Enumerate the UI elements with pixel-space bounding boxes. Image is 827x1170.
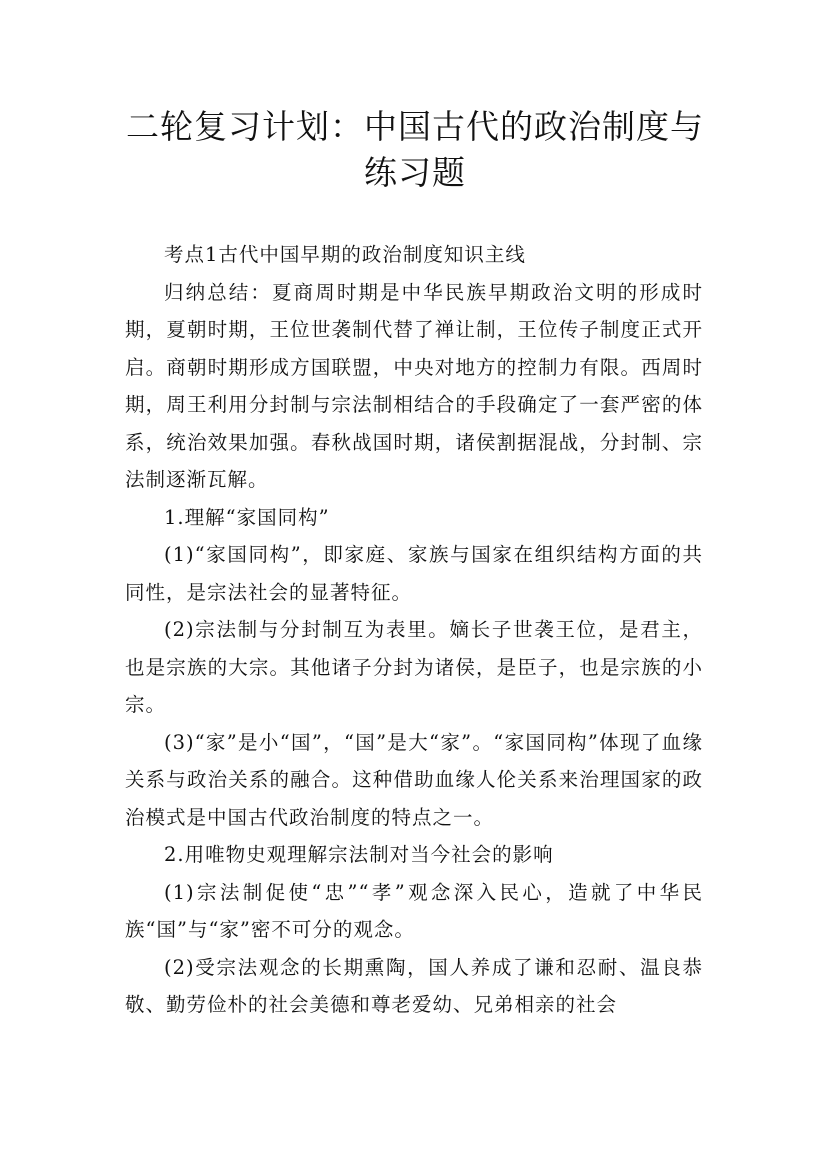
summary-paragraph: 归纳总结：夏商周时期是中华民族早期政治文明的形成时期，夏朝时期，王位世袭制代替了禅让制，王位传子制度正式开启。商朝时期形成方国联盟，中央对地方的控制力有限。西周时期，周王利用分封制与宗法制相结合的手段确定了一套严密的体系，统治效果加强。春秋战国时期，诸侯割据混战，分封制、宗法制逐渐瓦解。 [125,280,703,491]
subheading-1: 1.理解“家国同构” [164,505,330,529]
paragraph-1-1: (1)“家国同构”，即家庭、家族与国家在组织结构方面的共同性，是宗法社会的显著特征。 [125,543,703,604]
document-title: 二轮复习计划：中国古代的政治制度与练习题 [126,107,704,192]
document-body [125,236,703,1024]
paragraph-2-2: (2)受宗法观念的长期熏陶，国人养成了谦和忍耐、温良恭敬、勤劳俭朴的社会美德和尊老爱幼、兄弟相亲的社会 [125,955,703,1016]
subheading-2: 2.用唯物史观理解宗法制对当今社会的影响 [164,843,554,866]
section-heading-1: 考点1古代中国早期的政治制度知识主线 [164,243,526,266]
paragraph-1-2: (2)宗法制与分封制互为表里。嫡长子世袭王位，是君主，也是宗族的大宗。其他诸子分封为诸侯，是臣子，也是宗族的小宗。 [125,618,703,716]
paragraph-2-1: (1)宗法制促使“忠”“孝”观念深入民心，造就了中华民族“国”与“家”密不可分的观念。 [125,880,703,941]
paragraph-1-3: (3)“家”是小“国”，“国”是大“家”。“家国同构”体现了血缘关系与政治关系的融合。这种借助血缘人伦关系来治理国家的政治模式是中国古代政治制度的特点之一。 [125,730,703,829]
